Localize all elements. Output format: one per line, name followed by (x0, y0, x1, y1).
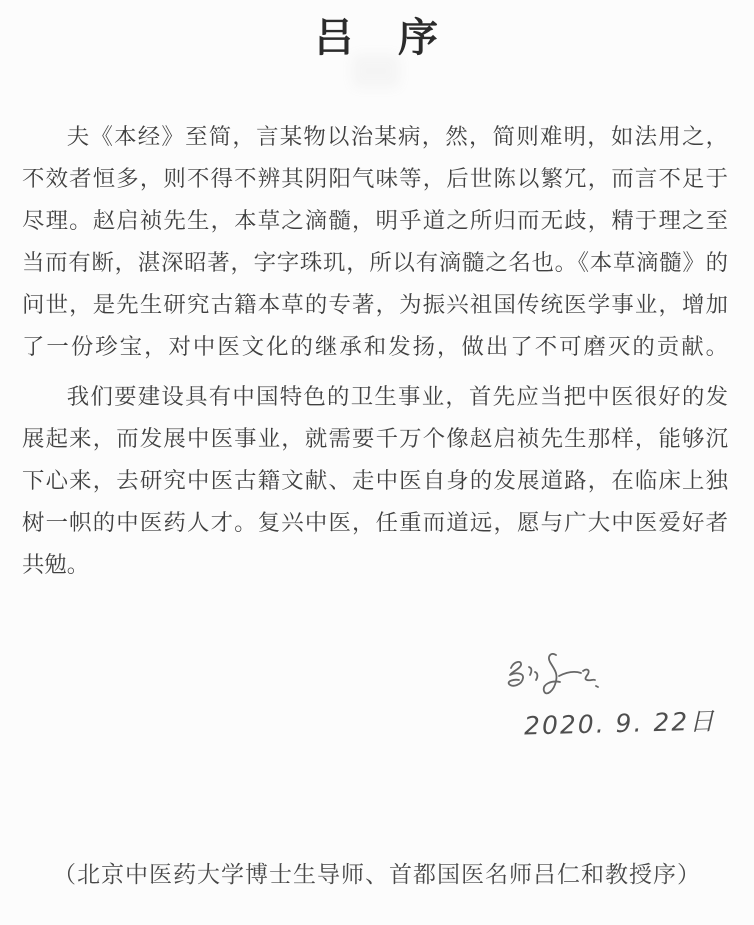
signature-dot (596, 686, 598, 687)
text-line: 不效者恒多，则不得不辨其阴阳气味等，后世陈以繁冗，而言不足于 (22, 166, 728, 191)
page-title: 吕 序 (314, 15, 440, 60)
paragraph-2 (22, 376, 728, 586)
footer-attribution: （北京中医药大学博士生导师、首都国医名师吕仁和教授序） (53, 862, 701, 887)
signature-glyph-lu (509, 662, 523, 686)
text-line: 了一份珍宝，对中医文化的继承和发扬，做出了不可磨灭的贡献。 (22, 334, 728, 359)
paragraph-1 (22, 116, 728, 368)
text-line: 尽理。赵启祯先生，本草之滴髓，明乎道之所归而无歧，精于理之至 (22, 208, 728, 233)
text-line: 共勉。 (22, 552, 90, 577)
text-line: 我们要建设具有中国特色的卫生事业，首先应当把中医很好的发 (66, 384, 728, 409)
text-line: 当而有断，湛深昭著，字字珠玑，所以有滴髓之名也。《本草滴髓》的 (22, 250, 728, 275)
text-line: 下心来，去研究中医古籍文献、走中医自身的发展道路，在临床上独 (22, 468, 728, 493)
preface-body (22, 116, 728, 586)
ink-bleedthrough-smudge (352, 54, 400, 88)
text-line: 问世，是先生研究古籍本草的专著，为振兴祖国传统医学事业，增加 (22, 292, 728, 317)
text-line: 展起来，而发展中医事业，就需要千万个像赵启祯先生那样，能够沉 (22, 426, 728, 451)
text-line: 夫《本经》至简，言某物以治某病，然，简则难明，如法用之， (66, 124, 728, 149)
signature-squiggle (583, 670, 595, 681)
signature-glyph-ren (529, 667, 537, 680)
text-line: 树一帜的中医药人才。复兴中医，任重而道远，愿与广大中医爱好者 (22, 510, 728, 535)
signature-scrawl (497, 646, 627, 710)
signature-date: 2020. 9. 22日 (523, 706, 717, 741)
signature-tail (559, 672, 581, 676)
signature-glyph-he (544, 654, 560, 693)
